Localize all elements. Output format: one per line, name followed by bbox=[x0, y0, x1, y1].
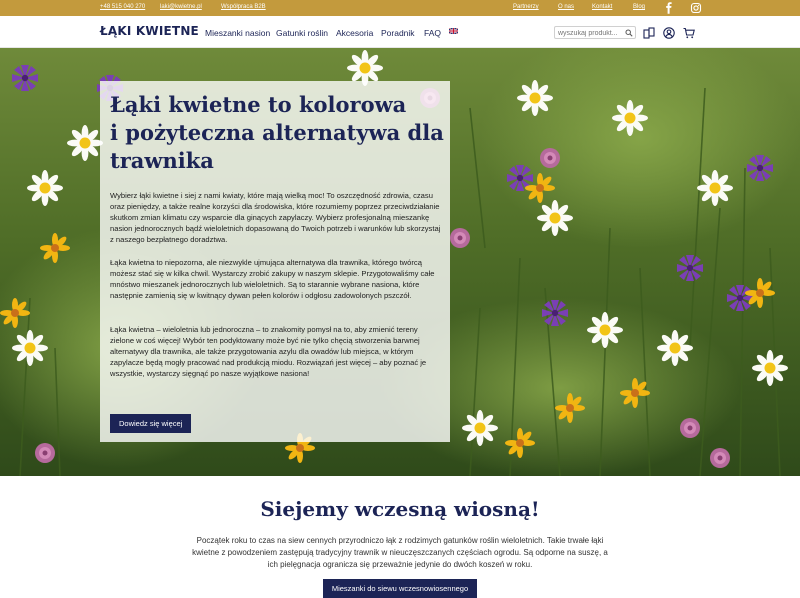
hero-section bbox=[0, 48, 800, 476]
hero-paragraph-1: Wybierz łąki kwietne i siej z nami kwiaty, które mają wielką moc! To oszczędność zdrowia, czasu oraz pieniędzy, a także realne korzyści dla środowiska, które rozumiemy poprzez przeciwdziałanie skutkom zmian klimatu czy wsparcie dla ginących zapylaczy. Wybierz profesjonalną mieszankę nasion jednorocznych bądź wieloletnich dopasowaną do Twoich potrzeb i warunków lub skorzystaj z naszego bezpłatnego doradztwa. bbox=[110, 191, 441, 245]
top-bar bbox=[0, 0, 800, 16]
main-navigation bbox=[0, 16, 800, 48]
early-spring-mixes-button[interactable]: Mieszanki do siewu wczesnowiosennego bbox=[323, 579, 477, 598]
menu-item-seed-mixes[interactable]: Mieszanki nasion bbox=[205, 28, 271, 38]
about-link[interactable]: O nas bbox=[558, 4, 575, 10]
user-icon[interactable] bbox=[663, 27, 675, 39]
section-text: Początek roku to czas na siew cennych przyrodniczo łąk z rodzimych gatunków roślin wieloletnich. Takie trwałe łąki kwietne z powodzeniem zastępują tradycyjny trawnik w nieuczęszczanych częściach ogrodu. Są odporne na suszę, a ich pielęgnacja ogranicza się przeważnie jedynie do dwóch koszeń w roku. bbox=[192, 536, 608, 570]
compare-icon[interactable] bbox=[643, 27, 655, 39]
search-icon[interactable] bbox=[625, 29, 633, 37]
uk-flag-icon[interactable] bbox=[449, 28, 458, 34]
menu-item-accessories[interactable]: Akcesoria bbox=[336, 28, 374, 38]
section-title: Siejemy wczesną wiosną! bbox=[260, 497, 540, 521]
menu-item-faq[interactable]: FAQ bbox=[424, 28, 442, 38]
menu-item-plant-species[interactable]: Gatunki roślin bbox=[276, 28, 328, 38]
cart-icon[interactable] bbox=[683, 27, 695, 39]
learn-more-button[interactable]: Dowiedz się więcej bbox=[110, 414, 191, 433]
hero-title bbox=[110, 91, 444, 175]
hero-paragraph-3: Łąka kwietna – wieloletnia lub jednoroczna – to znakomity pomysł na to, aby zmienić tereny zielone w coś więcej! Wybór ten podyktowany może być nie tylko chęcią stworzenia barwnej alternatywy dla trawnika, ale także przygotowania azylu dla owadów lub miejsca, w którym zapylacze będą mogły pracować nad produkcją miodu. Rozwiązań jest więcej – aby poznać je wszystkie, wystarczy sięgnąć po nasze wyjątkowe nasiona! bbox=[110, 325, 427, 379]
hero-title-line-3: trawnika bbox=[110, 148, 214, 173]
logo[interactable]: ŁĄKI KWIETNE bbox=[100, 24, 199, 38]
cooperation-link[interactable]: Współpraca B2B bbox=[221, 4, 266, 10]
partners-link[interactable]: Partnerzy bbox=[513, 4, 539, 10]
hero-paragraph-2: Łąka kwietna to niepozorna, ale niezwykle ujmująca alternatywa dla trawnika, którego twórcą możesz stać się w kilka chwil. Wystarczy zrobić zakupy w naszym sklepie. Przygotowaliśmy całe mnóstwo mieszanek jednorocznych lub wieloletnich. Są to starannie wybrane nasiona, które następnie zamienią się w kwitnący dywan pełen kolorów i odgłosu zadowolonych pszczół. bbox=[110, 258, 435, 301]
search-box bbox=[554, 26, 636, 39]
search-input[interactable] bbox=[558, 28, 624, 38]
email-link[interactable]: laki@kwietne.pl bbox=[160, 4, 202, 10]
facebook-icon[interactable] bbox=[663, 2, 675, 14]
hero-text-box bbox=[100, 81, 450, 442]
menu-item-guide[interactable]: Poradnik bbox=[381, 28, 415, 38]
blog-link[interactable]: Blog bbox=[633, 4, 646, 10]
hero-title-line-2: i pożyteczna alternatywa dla bbox=[110, 120, 444, 145]
phone-link[interactable]: +48 515 040 270 bbox=[100, 4, 146, 10]
instagram-icon[interactable] bbox=[690, 2, 702, 14]
contact-link[interactable]: Kontakt bbox=[592, 4, 613, 10]
hero-title-line-1: Łąki kwietne to kolorowa bbox=[110, 92, 407, 117]
